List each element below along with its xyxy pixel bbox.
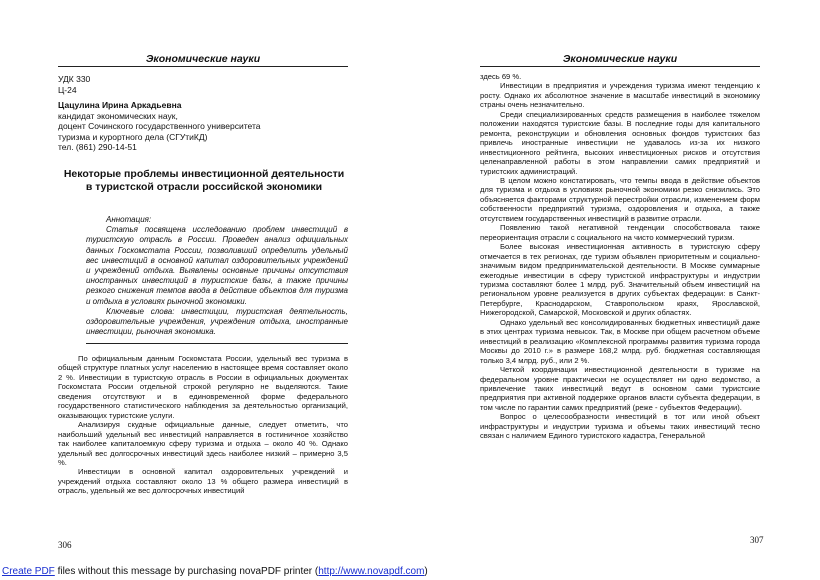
page-number: 307 [750,535,764,545]
annotation-text: Статья посвящена исследованию проблем инвестиций в туристскую отрасль в России. Проведен анализ официальных данных Госкомстата России, позволивший определить удельный вес инвестиций в основной капитал оздоровительных учреждений и учреждений отдыха. Выявлены основные причины отсутствия иностранных инвестиций в туристские базы, а также причины резкого снижения темпов ввода в действие объектов для туризма и отдыха в условиях рыночной экономики. [86,225,348,306]
author-phone: тел. (861) 290-14-51 [58,142,137,152]
paragraph: В целом можно констатировать, что темпы ввода в действие объектов для туризма и отдыха в условиях рыночной экономики резко снизились. Это объясняется факторами структурной перестройки отрасли, изменением форм собственности предприятий туризма, оздоровления и отдыха, а также отсутствием государственных инвестиций в развитие отрасли. [480,175,760,223]
keywords: Ключевые слова: инвестиции, туристская деятельность, оздоровительные учреждения, учреждения отдыха, иностранные инвестиции, рыночная экономика. [86,306,348,337]
body-text [58,354,348,544]
author-info-line: доцент Сочинского государственного университета [58,121,261,131]
author-block [58,100,261,153]
paragraph: Вопрос о целесообразности инвестиций в тот или иной объект инфраструктуры и индустрии туризма и объемы таких инвестиций тесно связан с наличием Единого туристского кадастра, Генеральной [480,412,760,441]
divider [86,343,348,344]
running-head: Экономические науки [480,52,760,67]
paragraph: Четкой координации инвестиционной деятельности в туризме на федеральном уровне практически не осуществляет ни одно ведомство, а привлечение таких инвестиций ведут в основном сами туристские предприятия при активной поддержке органов власти субъекта федерации, в том числе по гарантии самих предприятий (реже - субъектов Федерации). [480,365,760,412]
udc-code: УДК 330 [58,74,91,84]
body-text [480,72,760,542]
paragraph: Инвестиции в предприятия и учреждения туризма имеют тенденцию к росту. Однако их абсолютное значение в масштабе инвестиций в экономику страны очень незначительно. [480,81,760,110]
paragraph: Более высокая инвестиционная активность в туристскую сферу отмечается в тех регионах, где туризм объявлен приоритетным и социально-значимым видом предпринимательской деятельности. В Москве суммарные ежегодные инвестиции в сферу туристской инфраструктуры и индустрии туризма составляют более 1 млрд. руб. Значительный объем инвестиций на региональном уровне реализуется в других субъектах федерации: в Санкт-Петербурге, Краснодарском, Ставропольском краях, Ярославской, Нижегородской, Самарской, Московской и других областях. [480,242,760,318]
paragraph: По официальным данным Госкомстата России, удельный вес туризма в общей структуре платных услуг населению в настоящее время составляет около 2 %. Инвестиции в туристскую отрасль в России в официальных документах Госкомстата России отдельной строкой регулярно не выделяются. Такие сведения отсутствуют и в единовременной форме федерального государственного статистического наблюдения за деятельностью организаций, оказывающих туристские услуги. [58,354,348,420]
annotation [86,215,348,337]
footer-text: files without this message by purchasing novaPDF printer ( [54,566,319,577]
paragraph: Появлению такой негативной тенденции способствовала также переориентация отрасли с социального на чисто коммерческий туризм. [480,223,760,242]
paragraph: Однако удельный вес консолидированных бюджетных инвестиций даже в этих центрах туризма невысок. Так, в Москве при общем расчетном объеме инвестиций в реализацию «Комплексной программы развития туризма города Москвы до 2010 г.» в размере 168,2 млрд. руб. бюджетная составляющая только 3,4 млрд. руб., или 2 %. [480,317,760,365]
author-info-line: туризма и курортного дела (СГУтиКД) [58,131,208,142]
paragraph: Среди специализированных средств размещения в наиболее тяжелом положении находятся туристские базы. В последние годы для капитального ремонта, реконструкции и обновления основных фондов туристских баз привлечь иностранные инвестиции не удавалось из-за их низкого инвестиционного рейтинга, высоких инвестиционных рисков и отсутствия целенаправленной работы в этом направлении самих предприятий и туристских администраций. [480,109,760,176]
classification-code: Ц-24 [58,84,77,95]
running-head: Экономические науки [58,52,348,67]
right-page [410,0,820,560]
left-page [0,0,410,560]
pdf-footer [0,563,820,580]
footer-text-end: ) [424,566,428,577]
page-number: 306 [58,540,72,550]
annotation-heading: Аннотация: [106,215,152,224]
article-meta [58,74,90,95]
article-title: Некоторые проблемы инвестиционной деятельности в туристской отрасли российской экономики [63,168,345,193]
paragraph-continuation: здесь 69 %. [480,72,522,81]
novapdf-link[interactable]: http://www.novapdf.com [318,566,425,577]
paragraph: Анализируя скудные официальные данные, следует отметить, что наибольший удельный вес инвестиций направляется в гостиничное хозяйство так наиболее капиталоемкую сферу туризма и отдыха – около 40 %. Однако удельный вес долгосрочных инвестиций здесь наиболее низкий – примерно 3,5 %. [58,420,348,467]
author-name: Цацулина Ирина Аркадьевна [58,100,182,110]
author-info-line: кандидат экономических наук, [58,110,178,121]
paragraph: Инвестиции в основной капитал оздоровительных учреждений и учреждений отдыха составляют около 13 % общего размера инвестиций в отрасль, удельный же вес долгосрочных инвестиций [58,467,348,496]
create-pdf-link[interactable]: Create PDF [2,566,55,577]
